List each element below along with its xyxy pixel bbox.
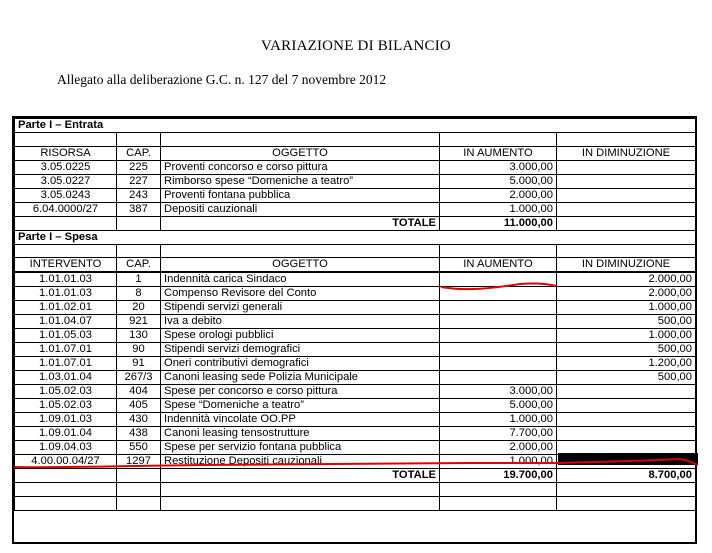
cap-cell: 1	[117, 272, 161, 287]
blank-row	[15, 497, 696, 511]
empty-cell	[15, 244, 117, 258]
empty-cell	[15, 497, 117, 511]
table-row	[15, 188, 696, 202]
aumento-cell: 3.000,00	[440, 160, 557, 174]
cap-cell: 404	[117, 385, 161, 399]
table-row	[15, 343, 696, 357]
cap-cell: 405	[117, 399, 161, 413]
diminuzione-cell	[557, 427, 696, 441]
empty-cell	[161, 483, 440, 497]
header-oggetto: OGGETTO	[161, 258, 440, 273]
document-title: VARIAZIONE DI BILANCIO	[261, 38, 451, 54]
header-row	[15, 146, 696, 160]
code-cell: 1.09.01.03	[15, 413, 117, 427]
diminuzione-cell	[557, 188, 696, 202]
table-row	[15, 301, 696, 315]
cap-cell: 438	[117, 427, 161, 441]
empty-cell	[117, 497, 161, 511]
oggetto-cell: Spese per servizio fontana pubblica	[161, 441, 440, 455]
oggetto-cell: Spese orologi pubblici	[161, 329, 440, 343]
table-row	[15, 272, 696, 287]
diminuzione-cell: 1.000,00	[557, 329, 696, 343]
empty-cell	[557, 133, 696, 147]
table-row	[15, 357, 696, 371]
empty-cell	[15, 216, 117, 230]
section-row	[15, 230, 696, 244]
aumento-cell	[440, 343, 557, 357]
oggetto-cell: Depositi cauzionali	[161, 202, 440, 216]
aumento-cell: 7.700,00	[440, 427, 557, 441]
cap-cell: 91	[117, 357, 161, 371]
cap-cell: 90	[117, 343, 161, 357]
cap-cell: 550	[117, 441, 161, 455]
section-row	[15, 119, 696, 133]
aumento-cell	[440, 371, 557, 385]
diminuzione-cell: 500,00	[557, 371, 696, 385]
oggetto-cell: Stipendi servizi demografici	[161, 343, 440, 357]
cap-cell: 267/3	[117, 371, 161, 385]
code-cell: 1.01.07.01	[15, 357, 117, 371]
table-row	[15, 427, 696, 441]
section-title: Parte I – Entrata	[15, 119, 696, 133]
header-code: RISORSA	[15, 146, 117, 160]
oggetto-cell: Indennità carica Sindaco	[161, 272, 440, 287]
empty-cell	[117, 469, 161, 483]
oggetto-cell: Proventi fontana pubblica	[161, 188, 440, 202]
code-cell: 4.00.00.04/27	[15, 455, 117, 469]
code-cell: 3.05.0225	[15, 160, 117, 174]
diminuzione-cell: 500,00	[557, 315, 696, 329]
diminuzione-cell: 2.000,00	[557, 272, 696, 287]
code-cell: 1.09.04.03	[15, 441, 117, 455]
empty-cell	[440, 244, 557, 258]
table-row	[15, 160, 696, 174]
empty-cell	[117, 216, 161, 230]
diminuzione-cell: 2.000,00	[557, 287, 696, 301]
empty-cell	[557, 497, 696, 511]
code-cell: 1.09.01.04	[15, 427, 117, 441]
diminuzione-cell	[557, 413, 696, 427]
empty-cell	[15, 483, 117, 497]
aumento-cell: 1.000,00	[440, 202, 557, 216]
blank-row	[15, 133, 696, 147]
table-row	[15, 174, 696, 188]
code-cell: 1.01.05.03	[15, 329, 117, 343]
table-row	[15, 413, 696, 427]
table-row	[15, 399, 696, 413]
cap-cell: 921	[117, 315, 161, 329]
empty-cell	[440, 497, 557, 511]
section-title: Parte I – Spesa	[15, 230, 696, 244]
header-cap: CAP.	[117, 146, 161, 160]
empty-cell	[15, 469, 117, 483]
code-cell: 1.03.01.04	[15, 371, 117, 385]
empty-cell	[161, 497, 440, 511]
header-in-diminuzione: IN DIMINUZIONE	[557, 258, 696, 273]
cap-cell: 20	[117, 301, 161, 315]
blank-row	[15, 244, 696, 258]
aumento-cell	[440, 301, 557, 315]
table-row	[15, 287, 696, 301]
empty-cell	[15, 133, 117, 147]
cap-cell: 8	[117, 287, 161, 301]
empty-cell	[117, 244, 161, 258]
oggetto-cell: Restituzione Depositi cauzionali	[161, 455, 440, 469]
aumento-cell	[440, 272, 557, 287]
total-aumento: 19.700,00	[440, 469, 557, 483]
total-label: TOTALE	[161, 469, 440, 483]
header-in-aumento: IN AUMENTO	[440, 146, 557, 160]
empty-cell	[440, 483, 557, 497]
diminuzione-cell	[557, 160, 696, 174]
total-label: TOTALE	[161, 216, 440, 230]
total-row	[15, 216, 696, 230]
code-cell: 1.05.02.03	[15, 399, 117, 413]
code-cell: 1.01.02.01	[15, 301, 117, 315]
oggetto-cell: Spese “Domeniche a teatro”	[161, 399, 440, 413]
oggetto-cell: Rimborso spese “Domeniche a teatro”	[161, 174, 440, 188]
cap-cell: 387	[117, 202, 161, 216]
header-cap: CAP.	[117, 258, 161, 273]
code-cell: 1.01.07.01	[15, 343, 117, 357]
aumento-cell: 2.000,00	[440, 441, 557, 455]
empty-cell	[117, 483, 161, 497]
diminuzione-cell	[557, 455, 696, 469]
empty-cell	[557, 483, 696, 497]
aumento-cell: 3.000,00	[440, 385, 557, 399]
diminuzione-cell	[557, 399, 696, 413]
diminuzione-cell	[557, 202, 696, 216]
aumento-cell: 5.000,00	[440, 399, 557, 413]
oggetto-cell: Canoni leasing tensostrutture	[161, 427, 440, 441]
code-cell: 3.05.0227	[15, 174, 117, 188]
cap-cell: 227	[117, 174, 161, 188]
budget-table	[14, 118, 696, 511]
aumento-cell: 5.000,00	[440, 174, 557, 188]
code-cell: 6.04.0000/27	[15, 202, 117, 216]
document-subtitle: Allegato alla deliberazione G.C. n. 127 del 7 novembre 2012	[57, 72, 387, 87]
table-row	[15, 371, 696, 385]
empty-cell	[440, 133, 557, 147]
cap-cell: 1297	[117, 455, 161, 469]
table-row	[15, 385, 696, 399]
oggetto-cell: Canoni leasing sede Polizia Municipale	[161, 371, 440, 385]
oggetto-cell: Stipendi servizi generali	[161, 301, 440, 315]
aumento-cell: 1.000,00	[440, 413, 557, 427]
aumento-cell	[440, 315, 557, 329]
table-row	[15, 441, 696, 455]
diminuzione-cell	[557, 441, 696, 455]
aumento-cell: 2.000,00	[440, 188, 557, 202]
oggetto-cell: Proventi concorso e corso pittura	[161, 160, 440, 174]
code-cell: 1.01.04.07	[15, 315, 117, 329]
table-row	[15, 329, 696, 343]
diminuzione-cell	[557, 385, 696, 399]
aumento-cell	[440, 357, 557, 371]
empty-cell	[557, 244, 696, 258]
oggetto-cell: Spese per concorso e corso pittura	[161, 385, 440, 399]
aumento-cell	[440, 287, 557, 301]
code-cell: 1.01.01.03	[15, 272, 117, 287]
table-row	[15, 315, 696, 329]
total-diminuzione: 8.700,00	[557, 469, 696, 483]
cap-cell: 225	[117, 160, 161, 174]
total-diminuzione	[557, 216, 696, 230]
diminuzione-cell: 1.000,00	[557, 301, 696, 315]
header-row	[15, 258, 696, 273]
aumento-cell: 1.000,00	[440, 455, 557, 469]
table-row	[15, 455, 696, 469]
header-oggetto: OGGETTO	[161, 146, 440, 160]
diminuzione-cell: 1.200,00	[557, 357, 696, 371]
blank-row	[15, 483, 696, 497]
total-row	[15, 469, 696, 483]
aumento-cell	[440, 329, 557, 343]
code-cell: 1.05.02.03	[15, 385, 117, 399]
cap-cell: 243	[117, 188, 161, 202]
cap-cell: 130	[117, 329, 161, 343]
diminuzione-cell: 500,00	[557, 343, 696, 357]
header-in-aumento: IN AUMENTO	[440, 258, 557, 273]
empty-cell	[161, 244, 440, 258]
empty-cell	[161, 133, 440, 147]
oggetto-cell: Iva a debito	[161, 315, 440, 329]
code-cell: 1.01.01.03	[15, 287, 117, 301]
oggetto-cell: Oneri contributivi demografici	[161, 357, 440, 371]
empty-cell	[117, 133, 161, 147]
total-aumento: 11.000,00	[440, 216, 557, 230]
diminuzione-cell	[557, 174, 696, 188]
oggetto-cell: Indennità vincolate OO.PP	[161, 413, 440, 427]
header-code: INTERVENTO	[15, 258, 117, 273]
header-in-diminuzione: IN DIMINUZIONE	[557, 146, 696, 160]
table-row	[15, 202, 696, 216]
oggetto-cell: Compenso Revisore del Conto	[161, 287, 440, 301]
code-cell: 3.05.0243	[15, 188, 117, 202]
cap-cell: 430	[117, 413, 161, 427]
